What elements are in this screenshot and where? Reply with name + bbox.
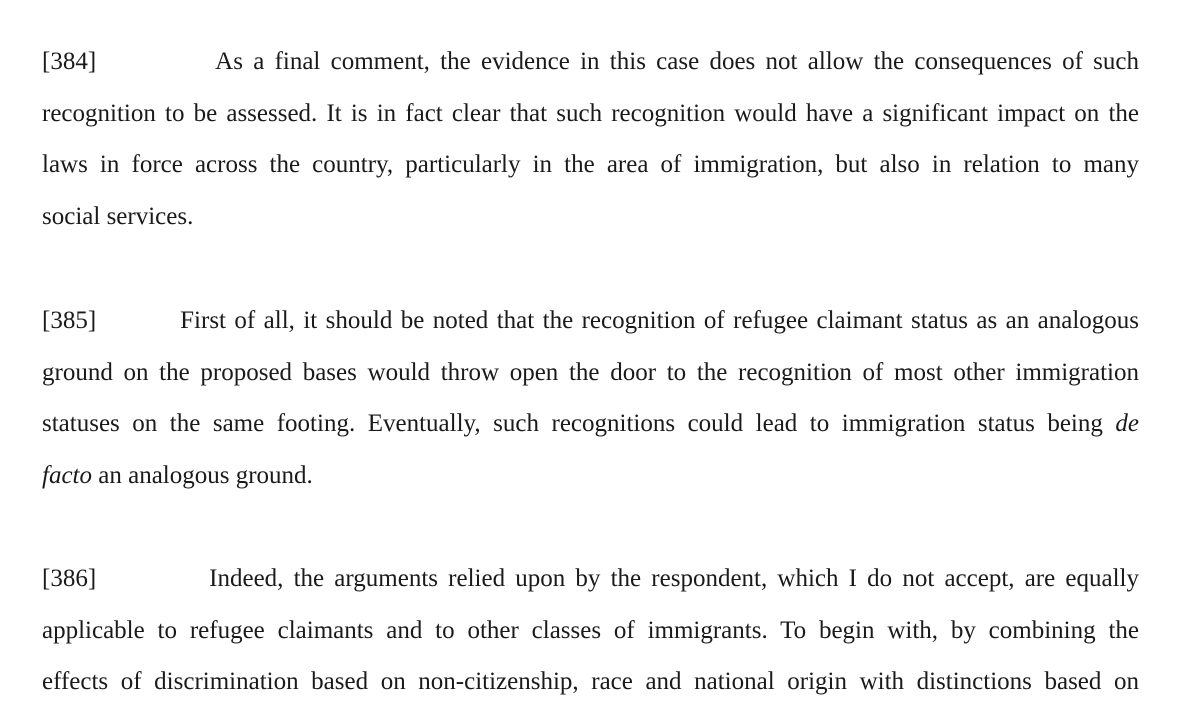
- paragraph-line: applicable to refugee claimants and to other classes of immigrants. To begin with, by combining the: [42, 616, 1139, 644]
- italic-term: facto: [42, 461, 92, 489]
- paragraph-text: statuses on the same footing. Eventually, such recognitions could lead to immigration status being: [42, 410, 1103, 438]
- paragraph-line: [42, 553, 1139, 605]
- italic-term: de: [1115, 410, 1139, 438]
- paragraph-number: [385]: [42, 307, 97, 334]
- paragraph-text: As a final comment, the evidence in this case does not allow the consequences of such: [215, 48, 1139, 75]
- paragraph-line: social services.: [42, 202, 194, 230]
- paragraph-line: [42, 398, 1139, 450]
- paragraph-line: [42, 36, 1139, 88]
- paragraph-line: ground on the proposed bases would throw open the door to the recognition of most other immigration: [42, 358, 1139, 386]
- paragraph-386: [42, 553, 1139, 708]
- paragraph-384: [42, 36, 1139, 242]
- paragraph-line: recognition to be assessed. It is in fact clear that such recognition would have a significant impact on the: [42, 99, 1139, 127]
- paragraph-text: Indeed, the arguments relied upon by the respondent, which I do not accept, are equally: [209, 565, 1139, 592]
- paragraph-text: First of all, it should be noted that the recognition of refugee claimant status as an analogous: [180, 307, 1139, 334]
- paragraph-number: [384]: [42, 48, 97, 75]
- paragraph-line: [42, 295, 1139, 347]
- paragraph-line: [42, 450, 1139, 502]
- paragraph-text: an analogous ground.: [92, 461, 313, 489]
- paragraph-line: effects of discrimination based on non-citizenship, race and national origin with distinctions based on: [42, 668, 1139, 696]
- paragraph-line: laws in force across the country, particularly in the area of immigration, but also in relation to many: [42, 151, 1139, 179]
- paragraph-385: [42, 295, 1139, 501]
- paragraph-number: [386]: [42, 565, 97, 592]
